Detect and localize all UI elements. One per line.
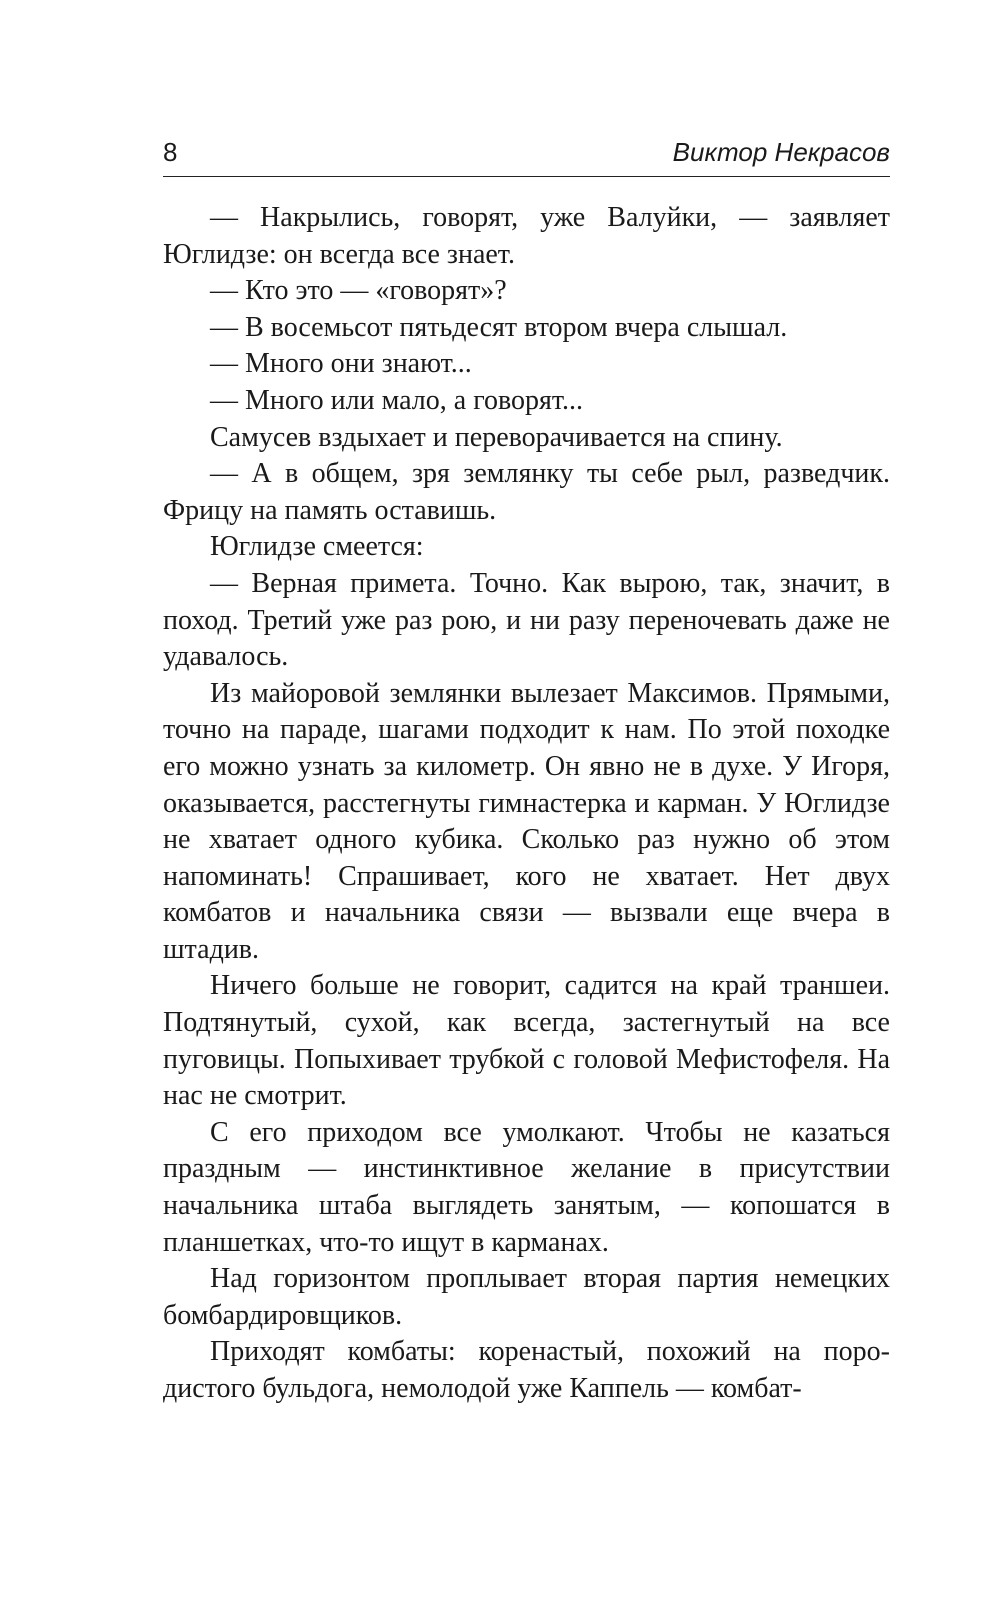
book-author: Виктор Некрасов [672,137,890,167]
paragraph: — Верная примета. Точно. Как вырою, так, значит, в поход. Третий уже раз рою, и ни разу переночевать даже не удавалось. [163,567,890,673]
paragraph: — В восемьсот пятьдесят втором вчера слышал. [210,311,788,343]
paragraph: — Кто это — «говорят»? [210,275,507,307]
body-text [163,200,890,1408]
paragraph: — Накрылись, говорят, уже Валуйки, — заявляет Юглидзе: он всегда все знает. [163,202,890,270]
paragraph: — А в общем, зря землянку ты себе рыл, разведчик. Фрицу на память оставишь. [163,458,890,526]
page-number: 8 [163,137,178,167]
paragraph: — Много они знают... [210,348,472,380]
paragraph: Ничего больше не говорит, садится на край траншеи. Подтянутый, сухой, как всегда, застегнутый на все пуговицы. Попыхивает трубкой с головой Мефистофеля. На нас не смотрит. [163,970,890,1112]
paragraph: С его приходом все умолкают. Чтобы не казаться праздным — инстинктивное желание в присутствии начальника штаба выглядеть занятым, — копошатся в планшетках, что-то ищут в карманах. [163,1116,890,1258]
paragraph: Самусев вздыхает и переворачивается на спину. [210,421,783,453]
paragraph: Из майоровой землянки вылезает Максимов. Прямыми, точно на параде, шагами подходит к нам. По этой походке его можно узнать за километр. Он явно не в духе. У Игоря, оказывается, расстегнуты гимнастерка и карман. У Юглидзе не хватает одного кубика. Сколько раз нужно об этом напоминать! Спрашивает, кого не хватает. Нет двух комбатов и начальника связи — вызвали еще вчера в штадив. [163,677,890,965]
running-head [163,128,890,177]
paragraph: Приходят комбаты: коренастый, похожий на породистого бульдога, немолодой уже Каппель — комбат- [163,1336,890,1404]
paragraph: Над горизонтом проплывает вторая партия немецких бомбардировщиков. [163,1263,890,1331]
paragraph: Юглидзе смеется: [210,531,424,563]
paragraph: — Много или мало, а говорят... [210,384,584,416]
